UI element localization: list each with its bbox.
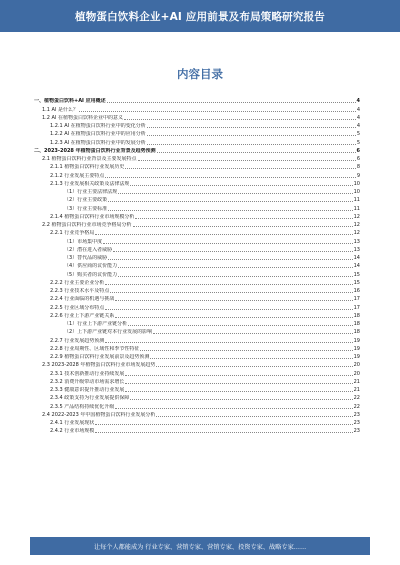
table-of-contents [34, 96, 360, 434]
toc-entry[interactable] [34, 203, 360, 211]
toc-entry[interactable] [34, 385, 360, 393]
toc-entry-label: （1）市场集中度 [64, 238, 103, 245]
toc-entry[interactable] [34, 261, 360, 269]
toc-entry-label: （5）购买者的议价能力 [64, 271, 118, 278]
toc-entry[interactable] [34, 294, 360, 302]
toc-entry-label: 2.1.3 行业发展相关政策及法律法规 [50, 180, 130, 187]
dot-leader [125, 374, 352, 376]
toc-entry-page: 20 [353, 362, 360, 369]
dot-leader [147, 134, 356, 136]
dot-leader [118, 266, 352, 268]
dot-leader [108, 200, 352, 202]
toc-entry-label: 二、2023-2028 年植物蛋白饮料行业背景及趋势预测 [34, 147, 156, 154]
toc-entry-page: 13 [353, 238, 360, 245]
toc-entry-page: 15 [353, 271, 360, 278]
toc-entry[interactable] [34, 278, 360, 286]
report-title: 植物蛋白饮料企业+AI 应用前景及布局策略研究报告 [75, 10, 325, 23]
toc-entry[interactable] [34, 302, 360, 310]
dot-leader [115, 299, 352, 301]
dot-leader [133, 225, 353, 227]
toc-entry-label: 2.3 2023-2028 年植物蛋白饮料行业市场发展趋势 [42, 362, 156, 369]
toc-entry-label: 2.2.2 行业主要企业分析 [50, 279, 105, 286]
toc-entry-label: 2.2.1 行业竞争格局 [50, 230, 95, 237]
toc-entry[interactable] [34, 393, 360, 401]
toc-entry-page: 11 [353, 197, 360, 204]
toc-entry-label: 1.2.2 AI 在植物蛋白饮料行业中的应用分析 [50, 131, 146, 138]
toc-entry-page: 17 [353, 304, 360, 311]
dot-leader [156, 365, 352, 367]
toc-entry[interactable] [34, 245, 360, 253]
toc-entry-label: 2.4 2022-2023 年中国植物蛋白饮料行业发展分析 [42, 411, 156, 418]
toc-entry-page: 6 [356, 156, 360, 162]
toc-entry-page: 5 [356, 131, 360, 138]
toc-entry-page: 19 [353, 345, 360, 352]
toc-entry[interactable] [34, 113, 360, 121]
toc-entry-page: 16 [353, 288, 360, 294]
toc-entry[interactable] [34, 269, 360, 277]
footer-banner [30, 537, 370, 555]
dot-leader [105, 341, 352, 343]
toc-entry-label: 2.3.4 政策支持为行业发展提供保障 [50, 395, 130, 402]
dot-leader [147, 126, 356, 128]
toc-entry-label: （1）行业上下游产业链分析 [64, 321, 128, 327]
toc-entry[interactable] [34, 360, 360, 368]
toc-entry-label: （1）行业主要法律法规 [64, 189, 118, 195]
toc-entry[interactable] [34, 187, 360, 195]
toc-entry-label: （2）潜在进入者威胁 [64, 246, 113, 253]
toc-entry-label: 2.1 植物蛋白饮料行业背景及主要发展特点 [42, 156, 137, 162]
toc-entry[interactable] [34, 212, 360, 220]
toc-entry[interactable] [34, 344, 360, 352]
toc-entry-page: 20 [353, 370, 360, 377]
toc-entry-page: 4 [356, 106, 360, 113]
toc-entry[interactable] [34, 220, 360, 228]
toc-entry[interactable] [34, 146, 360, 154]
dot-leader [113, 250, 352, 252]
dot-leader [103, 242, 352, 244]
toc-entry-page: 19 [353, 337, 360, 344]
toc-entry-page: 23 [353, 411, 360, 418]
toc-entry-page: 12 [353, 213, 360, 220]
dot-leader [118, 192, 352, 194]
dot-leader [108, 258, 352, 260]
toc-entry-page: 4 [356, 98, 360, 105]
toc-entry[interactable] [34, 377, 360, 385]
dot-leader [105, 283, 352, 285]
dot-leader [157, 151, 356, 153]
toc-entry-label: 2.2.4 行业面临的机遇与挑战 [50, 296, 115, 303]
toc-entry-label: 2.1.4 植物蛋白饮料行业市场规模分析 [50, 213, 135, 220]
toc-entry-page: 13 [353, 246, 360, 253]
toc-entry-page: 12 [353, 230, 360, 237]
toc-entry[interactable] [34, 162, 360, 170]
toc-entry-label: 1.2.3 AI 在植物蛋白饮料行业中的发展分析 [50, 139, 146, 146]
toc-entry-label: 2.3.1 技术创新推动行业持续发展 [50, 370, 125, 377]
toc-entry[interactable] [34, 154, 360, 162]
dot-leader [130, 184, 352, 186]
dot-leader [108, 209, 352, 211]
toc-entry-label: 1.1 AI 是什么？ [42, 106, 79, 113]
toc-entry[interactable] [34, 179, 360, 187]
dot-leader [95, 423, 352, 425]
toc-entry-label: 2.2.5 行业区域分布特点 [50, 304, 105, 311]
dot-leader [79, 110, 356, 112]
toc-entry-page: 9 [356, 172, 360, 179]
toc-entry-page: 14 [353, 255, 360, 261]
toc-entry-page: 11 [353, 205, 360, 212]
toc-entry[interactable] [34, 327, 360, 335]
dot-leader [95, 233, 352, 235]
toc-entry-page: 5 [356, 139, 360, 146]
toc-entry[interactable] [34, 311, 360, 319]
toc-entry[interactable] [34, 418, 360, 426]
toc-entry[interactable] [34, 137, 360, 145]
toc-entry[interactable] [34, 170, 360, 178]
toc-entry-label: 2.3.3 健康意识提升推动行业发展 [50, 387, 125, 393]
dot-leader [95, 431, 352, 433]
toc-entry[interactable] [34, 195, 360, 203]
toc-entry[interactable] [34, 129, 360, 137]
toc-entry-label: （2）行业主要政策 [64, 197, 108, 204]
toc-entry-label: （3）替代品的威胁 [64, 255, 108, 261]
toc-entry-label: 一、植物蛋白饮料+AI 应用概述 [34, 98, 106, 105]
toc-entry-page: 10 [353, 180, 360, 187]
toc-entry-label: 2.4.1 行业发展现状 [50, 420, 95, 426]
toc-entry-page: 4 [356, 123, 360, 129]
toc-entry-label: 2.2 植物蛋白饮料行业市场竞争格局分析 [42, 222, 132, 228]
toc-entry-page: 17 [353, 296, 360, 303]
toc-entry[interactable] [34, 121, 360, 129]
dot-leader [156, 415, 352, 417]
dot-leader [107, 101, 356, 103]
toc-entry-page: 21 [353, 378, 360, 385]
dot-leader [125, 167, 355, 169]
toc-entry-page: 18 [353, 312, 360, 319]
dot-leader [125, 390, 352, 392]
toc-entry-page: 21 [353, 387, 360, 393]
dot-leader [115, 316, 352, 318]
toc-entry[interactable] [34, 410, 360, 418]
toc-entry-label: 2.4.2 行业市场规模 [50, 428, 95, 435]
toc-entry-label: （4）供应商的议价能力 [64, 263, 118, 270]
toc-entry-page: 18 [353, 321, 360, 327]
toc-entry-page: 23 [353, 428, 360, 435]
toc-entry[interactable] [34, 96, 360, 104]
toc-entry-label: 2.3.5 产品结构持续优化升级 [50, 403, 115, 410]
toc-entry-label: 2.2.9 植物蛋白饮料行业发展前景及趋势预测 [50, 354, 150, 360]
toc-entry[interactable] [34, 401, 360, 409]
toc-entry-page: 6 [356, 147, 360, 154]
dot-leader [115, 407, 352, 409]
toc-entry[interactable] [34, 104, 360, 112]
toc-entry[interactable] [34, 352, 360, 360]
dot-leader [140, 349, 352, 351]
dot-leader [105, 308, 352, 310]
toc-entry[interactable] [34, 319, 360, 327]
toc-entry-label: （3）行业主要标准 [64, 205, 108, 212]
toc-entry[interactable] [34, 368, 360, 376]
toc-entry-page: 12 [353, 222, 360, 228]
dot-leader [150, 357, 352, 359]
toc-entry[interactable] [34, 335, 360, 343]
toc-entry-label: 2.3.2 消费升级带动市场需求增长 [50, 378, 125, 385]
dot-leader [135, 217, 352, 219]
toc-entry-label: 2.2.7 行业发展趋势预测 [50, 337, 105, 344]
footer-slogan: 让每个人都能成为 行业专家、营销专家、营销专家、投资专家、战略专家…… [93, 543, 307, 551]
toc-entry-label: 2.2.8 行业周期性、区域性和季节性特征 [50, 345, 140, 352]
toc-entry-page: 22 [353, 403, 360, 410]
dot-leader [124, 118, 356, 120]
toc-entry[interactable] [34, 426, 360, 434]
toc-entry-page: 22 [353, 395, 360, 402]
toc-entry-label: 2.1.1 植物蛋白饮料行业发展历史 [50, 164, 125, 171]
dot-leader [153, 332, 352, 334]
dot-leader [128, 324, 352, 326]
toc-entry-page: 23 [353, 420, 360, 426]
toc-entry[interactable] [34, 228, 360, 236]
toc-heading: 内容目录 [177, 67, 223, 81]
toc-entry-page: 4 [356, 114, 360, 121]
toc-entry-label: 2.2.3 行业技术水平及特点 [50, 288, 110, 294]
dot-leader [147, 143, 356, 145]
toc-entry-page: 18 [353, 329, 360, 336]
toc-entry[interactable] [34, 286, 360, 294]
report-header-bar [0, 0, 400, 32]
toc-entry-page: 10 [353, 189, 360, 195]
dot-leader [138, 159, 356, 161]
toc-entry-page: 8 [356, 164, 360, 171]
toc-entry-page: 19 [353, 354, 360, 360]
toc-entry-label: 1.2 AI 在植物蛋白饮料企业中的意义 [42, 114, 124, 121]
toc-entry[interactable] [34, 253, 360, 261]
dot-leader [118, 275, 352, 277]
toc-entry-page: 14 [353, 263, 360, 270]
dot-leader [110, 291, 352, 293]
toc-entry[interactable] [34, 236, 360, 244]
toc-entry-label: 1.2.1 AI 在植物蛋白饮料行业中的变化分析 [50, 123, 146, 129]
dot-leader [125, 382, 352, 384]
toc-entry-label: （2）上下游产业链对本行业发展的影响 [64, 329, 153, 336]
toc-entry-label: 2.2.6 行业上下游产业链关系 [50, 312, 115, 319]
toc-entry-page: 15 [353, 279, 360, 286]
dot-leader [130, 398, 352, 400]
dot-leader [105, 176, 356, 178]
toc-entry-label: 2.1.2 行业发展主要特点 [50, 172, 105, 179]
